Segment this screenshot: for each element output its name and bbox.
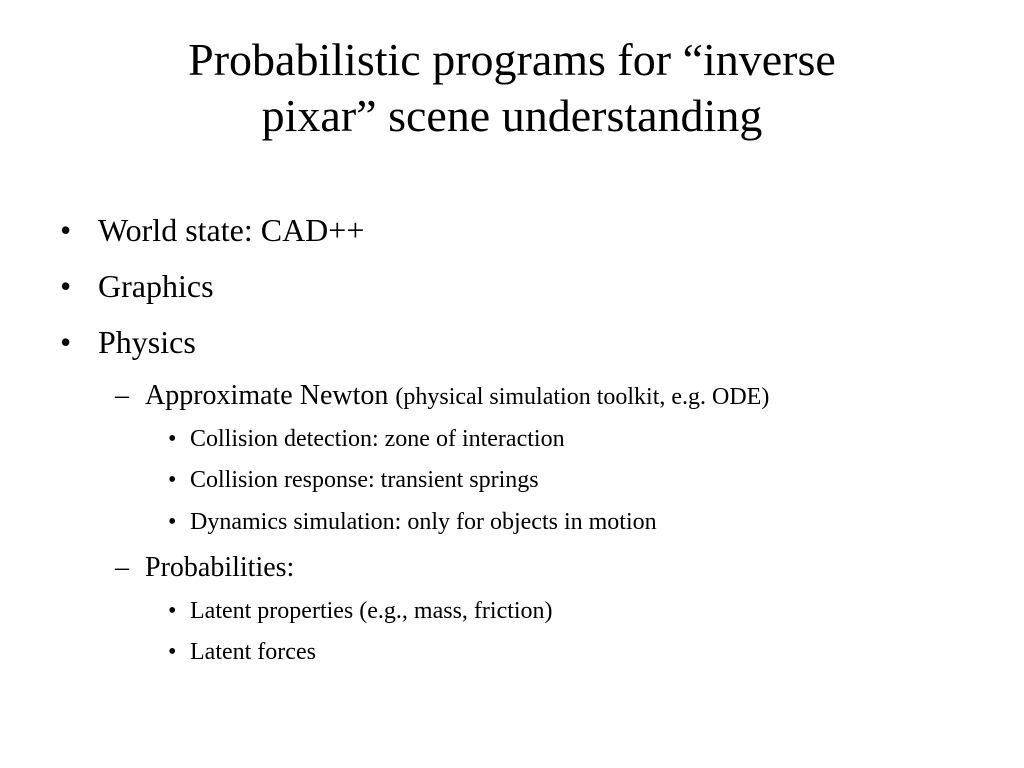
bullet-marker: • xyxy=(60,268,72,304)
subsubbullet-latent-forces xyxy=(168,637,316,667)
bullet-graphics xyxy=(60,266,214,306)
bullet-physics xyxy=(60,322,196,362)
bullet-marker: • xyxy=(168,509,177,535)
bullet-marker: • xyxy=(168,426,177,452)
subsubbullet-collision-detection xyxy=(168,424,565,454)
subsubbullet-latent-properties xyxy=(168,596,553,626)
subbullet-text: Approximate Newton xyxy=(145,380,389,411)
bullet-text: Physics xyxy=(98,324,196,360)
subsubbullet-collision-response xyxy=(168,465,539,495)
subsubbullet-text: Latent forces xyxy=(190,639,316,665)
bullet-world-state xyxy=(60,210,365,250)
bullet-marker: • xyxy=(168,598,177,624)
subsubbullet-text: Collision response: transient springs xyxy=(190,467,539,493)
bullet-marker: • xyxy=(168,467,177,493)
dash-marker: – xyxy=(115,380,129,411)
bullet-marker: • xyxy=(60,324,72,360)
subbullet-note: (physical simulation toolkit, e.g. ODE) xyxy=(395,384,770,410)
dash-marker: – xyxy=(115,552,129,583)
subbullet-probabilities xyxy=(115,551,295,585)
subsubbullet-dynamics-simulation xyxy=(168,507,657,537)
subsubbullet-text: Latent properties (e.g., mass, friction) xyxy=(190,598,553,624)
bullet-text: Graphics xyxy=(98,268,214,304)
title-line-2: pixar” scene understanding xyxy=(261,90,763,141)
bullet-text: World state: CAD++ xyxy=(98,212,365,248)
subsubbullet-text: Collision detection: zone of interaction xyxy=(190,426,565,452)
bullet-marker: • xyxy=(168,639,177,665)
subsubbullet-text: Dynamics simulation: only for objects in motion xyxy=(190,509,657,535)
subbullet-approximate-newton xyxy=(115,379,770,414)
subbullet-text: Probabilities: xyxy=(145,552,295,583)
bullet-marker: • xyxy=(60,212,72,248)
title-line-1: Probabilistic programs for “inverse xyxy=(188,34,836,85)
